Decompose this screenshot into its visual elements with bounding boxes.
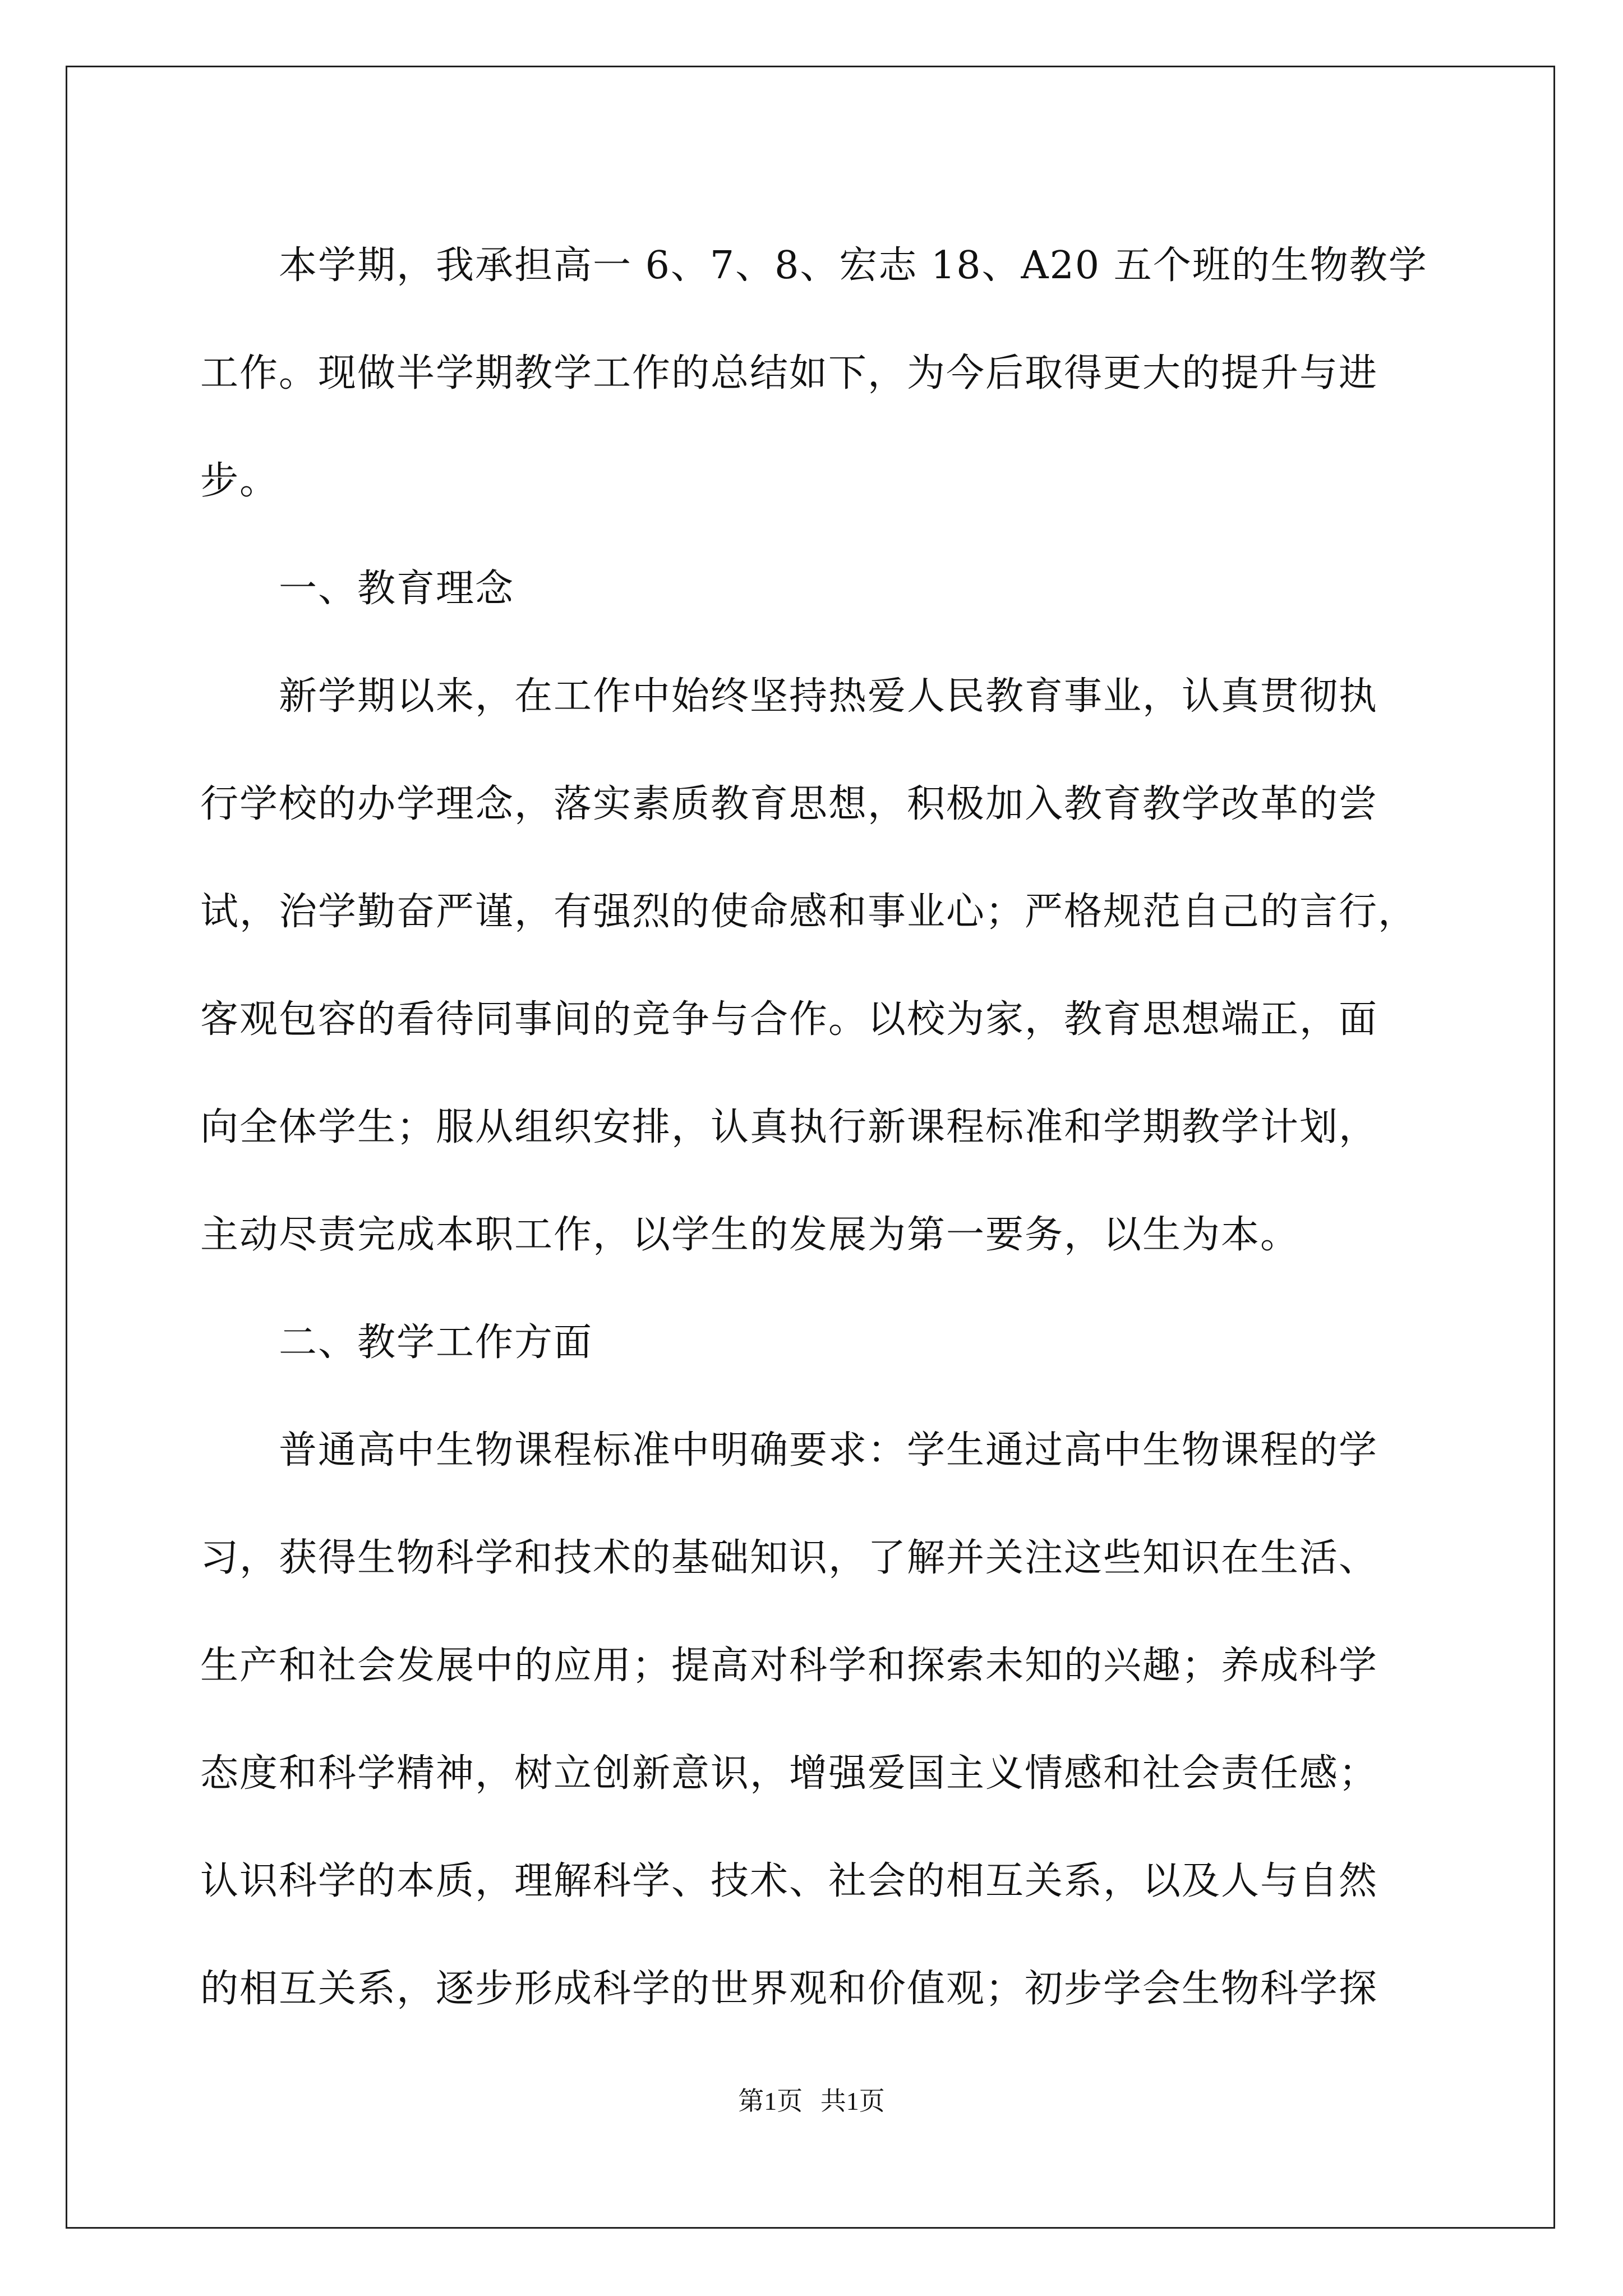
text-line: 行学校的办学理念，落实素质教育思想，积极加入教育教学改革的尝 — [200, 782, 1378, 826]
text-line: 习，获得生物科学和技术的基础知识，了解并关注这些知识在生活、 — [200, 1536, 1378, 1580]
text-line: 工作。现做半学期教学工作的总结如下，为今后取得更大的提升与进 — [200, 351, 1378, 395]
text-line: 步。 — [200, 459, 279, 503]
text-line: 态度和科学精神，树立创新意识，增强爱国主义情感和社会责任感； — [200, 1751, 1378, 1796]
text-line: 主动尽责完成本职工作，以学生的发展为第一要务，以生为本。 — [200, 1213, 1300, 1257]
text-line: 客观包容的看待同事间的竞争与合作。以校为家，教育思想端正，面 — [200, 997, 1378, 1042]
text-line: 向全体学生；服从组织安排，认真执行新课程标准和学期教学计划， — [200, 1105, 1378, 1149]
section-heading: 二、教学工作方面 — [200, 1320, 593, 1365]
page-total: 共1页 — [820, 2087, 885, 2115]
text-line: 试，治学勤奋严谨，有强烈的使命感和事业心；严格规范自己的言行， — [200, 890, 1418, 934]
text-line: 的相互关系，逐步形成科学的世界观和价值观；初步学会生物科学探 — [200, 1967, 1378, 2011]
text-line: 生产和社会发展中的应用；提高对科学和探索未知的兴趣；养成科学 — [200, 1644, 1378, 1688]
text-line: 新学期以来，在工作中始终坚持热爱人民教育事业，认真贯彻执 — [200, 674, 1378, 719]
section-heading: 一、教育理念 — [200, 567, 515, 611]
page-footer — [0, 2085, 1623, 2118]
text-line: 认识科学的本质，理解科学、技术、社会的相互关系，以及人与自然 — [200, 1859, 1378, 1903]
text-line: 本学期，我承担高一 6、7、8、宏志 18、A20 五个班的生物教学 — [200, 243, 1428, 288]
text-line: 普通高中生物课程标准中明确要求：学生通过高中生物课程的学 — [200, 1428, 1378, 1473]
page-number: 第1页 — [738, 2087, 803, 2115]
document-body — [200, 212, 1468, 2043]
